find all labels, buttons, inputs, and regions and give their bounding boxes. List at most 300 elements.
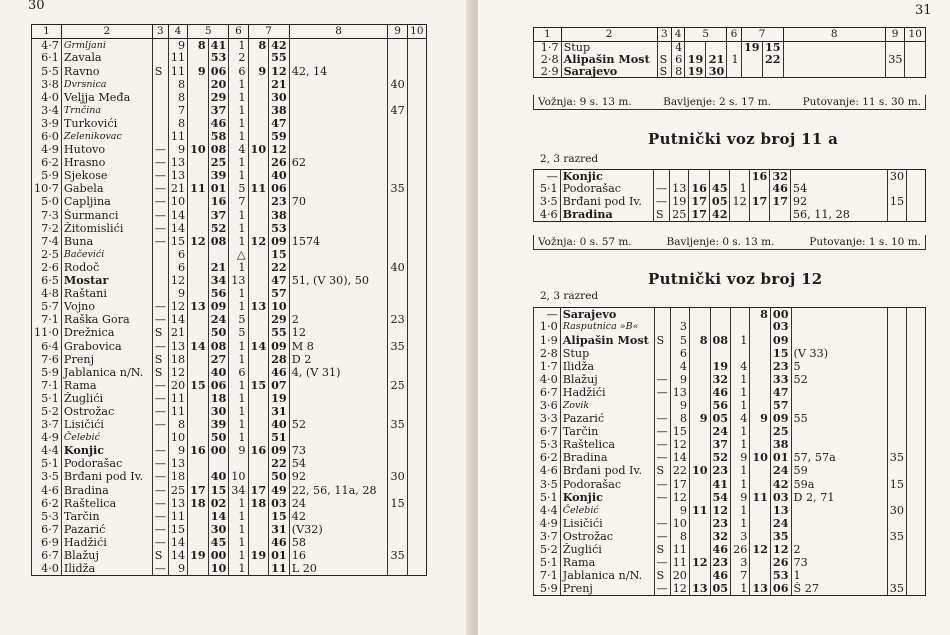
speed-value-2 — [907, 412, 926, 425]
speed-value — [887, 347, 906, 360]
note — [289, 130, 388, 143]
station-name: Rasputnica »B« — [560, 321, 654, 334]
distance-km: 5·1 — [534, 491, 561, 504]
departure-hour: 8 — [750, 308, 771, 321]
table-row — [534, 478, 926, 491]
departure-hour — [750, 556, 771, 569]
stop-mark — [152, 261, 168, 274]
stop-minutes: 26 — [731, 543, 750, 556]
departure-minute: 29 — [269, 313, 290, 326]
table-row — [534, 386, 926, 399]
departure-minute: 53 — [269, 222, 290, 235]
speed-value-2 — [407, 497, 426, 510]
column-header: 10 — [905, 28, 926, 42]
stop-mark: — — [654, 530, 670, 543]
departure-hour — [750, 465, 771, 478]
note — [289, 287, 388, 300]
run-minutes: 8 — [168, 91, 187, 104]
table-row — [534, 452, 926, 465]
arrival-hour: 8 — [689, 334, 710, 347]
stop-mark: — — [152, 209, 168, 222]
station-name: Raštelica — [61, 497, 152, 510]
arrival-hour — [685, 42, 706, 54]
arrival-minute: 05 — [710, 412, 731, 425]
station-name: Ostrožac — [61, 405, 152, 418]
departure-hour — [248, 366, 269, 379]
departure-hour — [248, 458, 269, 471]
arrival-hour — [188, 458, 209, 471]
speed-value-2 — [407, 209, 426, 222]
departure-hour — [750, 334, 771, 347]
departure-hour — [248, 209, 269, 222]
speed-value — [388, 52, 407, 65]
departure-minute: 24 — [770, 517, 791, 530]
arrival-minute: 32 — [710, 373, 731, 386]
stop-mark: — — [152, 235, 168, 248]
table-row — [32, 183, 427, 196]
departure-hour — [741, 54, 762, 66]
station-name: Konjic — [560, 491, 654, 504]
station-name: Rama — [61, 379, 152, 392]
arrival-hour — [188, 366, 209, 379]
station-name: Podorašac — [560, 478, 654, 491]
departure-hour: 17 — [248, 484, 269, 497]
note — [791, 334, 887, 347]
station-name: Veljja Međa — [61, 91, 152, 104]
class-label: 2, 3 razred — [540, 290, 599, 302]
station-name: Ostrožac — [560, 530, 654, 543]
speed-value — [388, 235, 407, 248]
run-minutes: 11 — [168, 65, 187, 78]
stop-mark: — — [152, 183, 168, 196]
stop-minutes — [731, 308, 750, 321]
run-minutes: 6 — [168, 248, 187, 261]
distance-km: 6·7 — [534, 425, 561, 438]
distance-km: 4·0 — [534, 373, 561, 386]
stop-minutes: 1 — [731, 373, 750, 386]
station-name: Jablanica n/N. — [61, 366, 152, 379]
arrival-hour — [689, 569, 710, 582]
table-row — [32, 196, 427, 209]
run-minutes: 3 — [670, 321, 689, 334]
arrival-minute: 42 — [709, 209, 730, 222]
note — [289, 379, 388, 392]
station-name: Bradina — [560, 209, 653, 222]
speed-value-2 — [407, 549, 426, 562]
page-number: 30 — [28, 0, 45, 13]
distance-km: 3·8 — [32, 78, 62, 91]
column-header: 6 — [229, 25, 248, 39]
arrival-minute: 34 — [208, 274, 229, 287]
stop-minutes: 1 — [731, 517, 750, 530]
summary-11a: Vožnja: 0 s. 57 m. Bavljenje: 0 s. 13 m. Putovanje: 1 s. 10 m. — [533, 235, 926, 250]
station-name: Drežnica — [61, 327, 152, 340]
distance-km: 4·7 — [32, 39, 62, 52]
departure-minute: 19 — [269, 392, 290, 405]
note: 52 — [289, 418, 388, 431]
run-minutes: 12 — [670, 438, 689, 451]
stop-mark: — — [654, 556, 670, 569]
table-row — [534, 347, 926, 360]
speed-value-2 — [407, 274, 426, 287]
stop-mark — [657, 42, 671, 54]
distance-km: 1·7 — [534, 42, 562, 54]
distance-km: 4·9 — [32, 431, 62, 444]
station-name: Hadžići — [61, 536, 152, 549]
departure-hour — [248, 169, 269, 182]
speed-value-2 — [907, 209, 926, 222]
arrival-minute: 12 — [710, 504, 731, 517]
speed-value-2 — [407, 287, 426, 300]
speed-value — [388, 523, 407, 536]
speed-value — [887, 183, 906, 196]
speed-value-2 — [907, 569, 926, 582]
speed-value — [388, 392, 407, 405]
speed-value: 15 — [388, 497, 407, 510]
distance-km: 3·5 — [534, 196, 561, 209]
distance-km: 6·7 — [32, 549, 62, 562]
arrival-minute: 20 — [208, 78, 229, 91]
stop-minutes: 4 — [731, 412, 750, 425]
arrival-minute: 16 — [208, 196, 229, 209]
run-minutes: 7 — [168, 104, 187, 117]
departure-minute: 46 — [770, 183, 791, 196]
speed-value-2 — [407, 156, 426, 169]
station-name: Zelenikovac — [61, 130, 152, 143]
station-name: Bradina — [61, 484, 152, 497]
table-row — [32, 274, 427, 287]
arrival-minute: 24 — [208, 313, 229, 326]
stop-mark: S — [152, 549, 168, 562]
departure-minute: 07 — [269, 379, 290, 392]
arrival-hour: 9 — [689, 412, 710, 425]
departure-minute: 55 — [269, 52, 290, 65]
departure-hour: 17 — [749, 196, 770, 209]
arrival-hour — [188, 392, 209, 405]
stop-mark: S — [654, 465, 670, 478]
note: 42, 14 — [289, 65, 388, 78]
departure-minute: 15 — [269, 248, 290, 261]
stop-minutes: 1 — [229, 261, 248, 274]
speed-value: 35 — [887, 582, 906, 595]
departure-minute: 12 — [269, 143, 290, 156]
stop-mark: — — [654, 438, 670, 451]
station-name: Blažuj — [61, 549, 152, 562]
departure-hour: 19 — [248, 549, 269, 562]
stop-minutes — [731, 347, 750, 360]
arrival-hour: 8 — [188, 39, 209, 52]
departure-hour: 11 — [750, 491, 771, 504]
table-row — [534, 543, 926, 556]
stop-mark — [152, 78, 168, 91]
stop-minutes: 12 — [730, 196, 749, 209]
speed-value — [887, 321, 906, 334]
run-minutes: 8 — [670, 412, 689, 425]
station-name: Brđani pod Iv. — [560, 196, 653, 209]
timetable-11a — [533, 169, 926, 222]
stop-minutes: 1 — [731, 582, 750, 595]
departure-hour — [741, 66, 762, 78]
arrival-hour: 10 — [689, 465, 710, 478]
table-row — [32, 130, 427, 143]
arrival-minute: 30 — [208, 405, 229, 418]
stop-mark: — — [152, 340, 168, 353]
stop-minutes: 13 — [229, 274, 248, 287]
stop-minutes: 1 — [229, 39, 248, 52]
distance-km: 5·1 — [32, 392, 62, 405]
run-minutes: 11 — [168, 130, 187, 143]
column-header: 2 — [61, 25, 152, 39]
run-minutes: 10 — [670, 517, 689, 530]
departure-minute: 33 — [770, 373, 791, 386]
stop-minutes: 34 — [229, 484, 248, 497]
arrival-hour — [188, 353, 209, 366]
arrival-minute: 40 — [208, 471, 229, 484]
stop-mark — [152, 91, 168, 104]
arrival-hour — [188, 222, 209, 235]
speed-value — [388, 39, 407, 52]
speed-value — [887, 569, 906, 582]
departure-minute: 24 — [770, 465, 791, 478]
stop-minutes: 1 — [731, 504, 750, 517]
note — [289, 431, 388, 444]
note — [791, 517, 887, 530]
stop-mark: — — [654, 517, 670, 530]
run-minutes: 12 — [670, 491, 689, 504]
note: 55 — [791, 412, 887, 425]
speed-value-2 — [407, 313, 426, 326]
distance-km: 6·0 — [32, 130, 62, 143]
stop-mark: — — [152, 222, 168, 235]
speed-value — [887, 425, 906, 438]
speed-value-2 — [905, 54, 926, 66]
speed-value — [388, 431, 407, 444]
arrival-hour — [689, 321, 710, 334]
arrival-minute: 46 — [710, 543, 731, 556]
departure-minute: 06 — [269, 183, 290, 196]
run-minutes: 12 — [168, 366, 187, 379]
note: 92 — [289, 471, 388, 484]
station-name: Zovik — [560, 399, 654, 412]
departure-minute: 22 — [269, 261, 290, 274]
distance-km: 3·3 — [534, 412, 561, 425]
stop-mark — [152, 130, 168, 143]
table-row — [534, 196, 926, 209]
table-row — [534, 170, 926, 183]
distance-km: 4·9 — [534, 517, 561, 530]
stop-minutes: 1 — [229, 300, 248, 313]
table-row — [32, 222, 427, 235]
station-name: Stup — [561, 42, 657, 54]
stop-minutes: 5 — [229, 183, 248, 196]
speed-value — [388, 300, 407, 313]
stop-minutes: 1 — [731, 465, 750, 478]
note: 70 — [289, 196, 388, 209]
arrival-minute — [709, 170, 730, 183]
stop-mark: — — [152, 458, 168, 471]
stop-minutes: 1 — [229, 392, 248, 405]
departure-hour — [248, 287, 269, 300]
table-row — [32, 39, 427, 52]
station-name: Šurmanci — [61, 209, 152, 222]
distance-km: — — [534, 308, 561, 321]
speed-value — [388, 156, 407, 169]
note — [791, 530, 887, 543]
arrival-hour: 17 — [188, 484, 209, 497]
note: (V 33) — [791, 347, 887, 360]
column-header: 10 — [407, 25, 426, 39]
speed-value-2 — [907, 438, 926, 451]
departure-minute: 26 — [770, 556, 791, 569]
run-minutes: 9 — [168, 287, 187, 300]
station-name: Podorašac — [61, 458, 152, 471]
run-minutes: 25 — [670, 209, 689, 222]
speed-value-2 — [907, 360, 926, 373]
arrival-hour — [188, 156, 209, 169]
table-row — [534, 308, 926, 321]
station-name: Rodoč — [61, 261, 152, 274]
arrival-minute — [706, 42, 727, 54]
distance-km: 3·5 — [32, 471, 62, 484]
stop-minutes: 1 — [229, 130, 248, 143]
distance-km: 5·3 — [32, 510, 62, 523]
departure-hour — [248, 130, 269, 143]
run-minutes: 14 — [168, 313, 187, 326]
stop-mark: — — [653, 183, 669, 196]
run-minutes: 6 — [671, 54, 684, 66]
run-minutes: 20 — [670, 569, 689, 582]
distance-km: 3·9 — [32, 117, 62, 130]
departure-minute: 38 — [770, 438, 791, 451]
departure-hour — [749, 183, 770, 196]
column-header: 4 — [168, 25, 187, 39]
table-row — [534, 209, 926, 222]
stop-minutes: 1 — [229, 536, 248, 549]
table-row — [32, 327, 427, 340]
station-name: Žuglići — [560, 543, 654, 556]
run-minutes: 6 — [670, 347, 689, 360]
run-minutes: 11 — [168, 392, 187, 405]
speed-value-2 — [907, 582, 926, 595]
distance-km: 6·2 — [32, 156, 62, 169]
station-name: Raška Gora — [61, 313, 152, 326]
arrival-hour — [689, 530, 710, 543]
arrival-minute: 08 — [208, 143, 229, 156]
run-minutes: 11 — [168, 510, 187, 523]
station-name: Žitomislići — [61, 222, 152, 235]
stop-mark: — — [152, 379, 168, 392]
departure-minute: 40 — [269, 169, 290, 182]
stop-minutes: 4 — [731, 360, 750, 373]
run-minutes: 11 — [168, 405, 187, 418]
speed-value — [887, 517, 906, 530]
station-name: Gabela — [61, 183, 152, 196]
departure-hour — [750, 438, 771, 451]
table-row — [534, 504, 926, 517]
distance-km: 5·1 — [534, 183, 561, 196]
run-minutes: 9 — [670, 399, 689, 412]
table-row — [534, 360, 926, 373]
speed-value-2 — [407, 39, 426, 52]
run-minutes: 14 — [168, 536, 187, 549]
speed-value — [887, 491, 906, 504]
departure-hour — [750, 360, 771, 373]
arrival-hour: 16 — [689, 183, 710, 196]
stop-minutes: 5 — [229, 313, 248, 326]
speed-value-2 — [407, 523, 426, 536]
arrival-hour — [188, 130, 209, 143]
run-minutes: 8 — [168, 117, 187, 130]
stop-minutes: 2 — [229, 52, 248, 65]
table-row — [32, 549, 427, 562]
speed-value-2 — [907, 308, 926, 321]
arrival-minute: 50 — [208, 431, 229, 444]
departure-hour — [248, 156, 269, 169]
stop-mark: — — [152, 196, 168, 209]
station-name: Rama — [560, 556, 654, 569]
stop-mark: — — [152, 484, 168, 497]
run-minutes: 18 — [168, 353, 187, 366]
timetable-12 — [533, 307, 926, 596]
run-minutes: 19 — [670, 196, 689, 209]
departure-minute: 09 — [269, 340, 290, 353]
stop-minutes: 1 — [727, 54, 741, 66]
departure-minute: 57 — [269, 287, 290, 300]
speed-value-2 — [407, 405, 426, 418]
stop-minutes: 1 — [229, 117, 248, 130]
distance-km: 1·9 — [534, 334, 561, 347]
distance-km: 6·2 — [32, 497, 62, 510]
stop-mark: — — [654, 412, 670, 425]
arrival-hour: 11 — [188, 183, 209, 196]
speed-value-2 — [907, 347, 926, 360]
departure-minute: 22 — [762, 54, 783, 66]
departure-hour: 10 — [248, 143, 269, 156]
station-name: Raštani — [61, 287, 152, 300]
speed-value — [887, 543, 906, 556]
run-minutes: 8 — [671, 66, 684, 78]
speed-value-2 — [407, 235, 426, 248]
distance-km: 4·8 — [32, 287, 62, 300]
speed-value — [887, 360, 906, 373]
speed-value — [388, 130, 407, 143]
arrival-hour — [188, 287, 209, 300]
speed-value — [388, 562, 407, 575]
speed-value-2 — [407, 458, 426, 471]
stop-minutes: 1 — [229, 523, 248, 536]
stop-mark — [654, 399, 670, 412]
stop-minutes: 1 — [229, 222, 248, 235]
run-minutes — [670, 308, 689, 321]
stop-mark: — — [152, 523, 168, 536]
table-row — [32, 261, 427, 274]
speed-value-2 — [407, 78, 426, 91]
run-minutes: 9 — [670, 504, 689, 517]
run-minutes: 9 — [168, 39, 187, 52]
departure-hour — [248, 196, 269, 209]
run-minutes: 10 — [168, 196, 187, 209]
note — [790, 170, 887, 183]
column-header: 9 — [388, 25, 407, 39]
note — [289, 300, 388, 313]
arrival-minute: 05 — [710, 582, 731, 595]
departure-hour — [248, 353, 269, 366]
stop-mark: S — [657, 66, 671, 78]
stop-mark — [654, 347, 670, 360]
departure-hour: 14 — [248, 340, 269, 353]
note: 56, 11, 28 — [790, 209, 887, 222]
note: 4, (V 31) — [289, 366, 388, 379]
